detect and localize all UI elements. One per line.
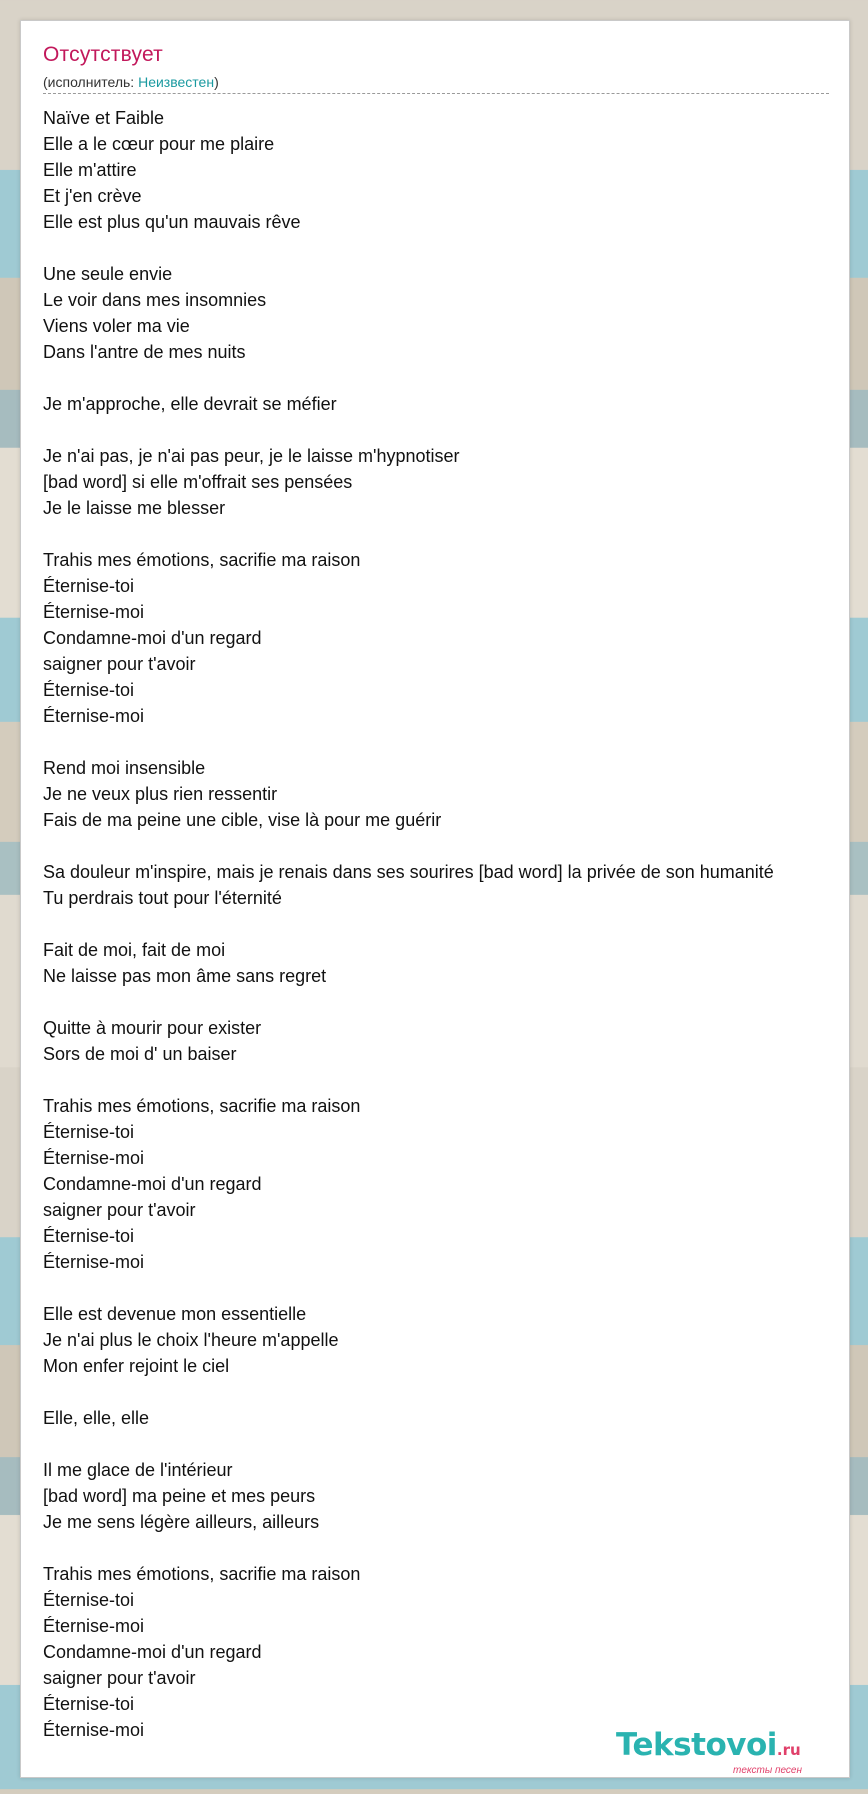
lyric-line: Fait de moi, fait de moi xyxy=(43,940,226,960)
lyric-line: saigner pour t'avoir xyxy=(43,654,196,674)
song-title: Отсутствует xyxy=(43,43,163,66)
artist-prefix: (исполнитель: xyxy=(43,74,139,90)
lyric-line: Et j'en crève xyxy=(43,186,142,206)
lyric-line: saigner pour t'avoir xyxy=(43,1668,196,1688)
stanza-gap xyxy=(43,729,868,755)
lyric-line: Éternise-moi xyxy=(43,1720,145,1740)
lyric-line: Elle est devenue mon essentielle xyxy=(43,1304,307,1324)
lyric-line: Sa douleur m'inspire, mais je renais dans ses sourires [bad word] la privée de son humanité xyxy=(43,862,774,882)
logo-tagline: тексты песен xyxy=(733,1765,802,1776)
lyric-line: Le voir dans mes insomnies xyxy=(43,290,267,310)
stanza-gap xyxy=(43,1275,868,1301)
lyric-line: Elle m'attire xyxy=(43,160,137,180)
lyric-line: Éternise-toi xyxy=(43,1590,135,1610)
artist-line xyxy=(43,74,219,90)
lyric-line: Éternise-moi xyxy=(43,1252,145,1272)
lyric-line: [bad word] si elle m'offrait ses pensées xyxy=(43,472,353,492)
artist-link[interactable]: Неизвестен xyxy=(138,74,215,90)
lyric-line: Trahis mes émotions, sacrifie ma raison xyxy=(43,550,361,570)
stanza-gap xyxy=(43,1535,868,1561)
lyric-line: Je n'ai plus le choix l'heure m'appelle xyxy=(43,1330,339,1350)
logo-tld: .ru xyxy=(776,1741,801,1759)
lyric-line: Condamne-moi d'un regard xyxy=(43,628,262,648)
stanza-gap xyxy=(43,365,868,391)
lyric-line: Naïve et Faible xyxy=(43,108,165,128)
stanza-gap xyxy=(43,1379,868,1405)
site-logo[interactable] xyxy=(616,1727,846,1775)
stanza-gap xyxy=(43,989,868,1015)
stanza-gap xyxy=(43,235,868,261)
lyric-line: Il me glace de l'intérieur xyxy=(43,1460,233,1480)
lyric-line: Ne laisse pas mon âme sans regret xyxy=(43,966,327,986)
lyric-line: Éternise-moi xyxy=(43,602,145,622)
lyric-line: Éternise-toi xyxy=(43,576,135,596)
lyric-line: Éternise-moi xyxy=(43,1148,145,1168)
lyric-line: [bad word] ma peine et mes peurs xyxy=(43,1486,316,1506)
stanza-gap xyxy=(43,417,868,443)
logo-brand: Tekstovoi xyxy=(616,1727,777,1763)
lyric-line: Sors de moi d' un baiser xyxy=(43,1044,237,1064)
lyric-line: Éternise-toi xyxy=(43,1694,135,1714)
lyric-line: Mon enfer rejoint le ciel xyxy=(43,1356,230,1376)
lyric-line: Elle est plus qu'un mauvais rêve xyxy=(43,212,301,232)
stanza-gap xyxy=(43,911,868,937)
lyric-line: Condamne-moi d'un regard xyxy=(43,1642,262,1662)
lyric-line: Elle, elle, elle xyxy=(43,1408,150,1428)
lyric-line: Condamne-moi d'un regard xyxy=(43,1174,262,1194)
stanza-gap xyxy=(43,1067,868,1093)
stanza-gap xyxy=(43,521,868,547)
lyric-line: Quitte à mourir pour exister xyxy=(43,1018,262,1038)
lyric-line: Éternise-toi xyxy=(43,1122,135,1142)
artist-suffix: ) xyxy=(214,74,219,90)
lyric-line: Dans l'antre de mes nuits xyxy=(43,342,246,362)
lyric-line: Trahis mes émotions, sacrifie ma raison xyxy=(43,1564,361,1584)
lyric-line: Je ne veux plus rien ressentir xyxy=(43,784,278,804)
lyric-line: Éternise-moi xyxy=(43,706,145,726)
lyric-line: Je me sens légère ailleurs, ailleurs xyxy=(43,1512,320,1532)
lyric-line: Éternise-toi xyxy=(43,680,135,700)
stanza-gap xyxy=(43,833,868,859)
stanza-gap xyxy=(43,1431,868,1457)
lyric-line: Éternise-moi xyxy=(43,1616,145,1636)
lyric-line: Fais de ma peine une cible, vise là pour me guérir xyxy=(43,810,442,830)
lyric-line: saigner pour t'avoir xyxy=(43,1200,196,1220)
lyric-line: Elle a le cœur pour me plaire xyxy=(43,134,275,154)
lyric-line: Je le laisse me blesser xyxy=(43,498,226,518)
lyric-line: Rend moi insensible xyxy=(43,758,206,778)
lyric-line: Éternise-toi xyxy=(43,1226,135,1246)
lyric-line: Une seule envie xyxy=(43,264,173,284)
lyric-line: Viens voler ma vie xyxy=(43,316,190,336)
lyric-line: Je n'ai pas, je n'ai pas peur, je le laisse m'hypnotiser xyxy=(43,446,460,466)
lyric-line: Trahis mes émotions, sacrifie ma raison xyxy=(43,1096,361,1116)
lyric-line: Tu perdrais tout pour l'éternité xyxy=(43,888,282,908)
title-divider xyxy=(43,93,829,94)
lyric-line: Je m'approche, elle devrait se méfier xyxy=(43,394,337,414)
lyrics-body xyxy=(43,105,868,1743)
lyrics-card xyxy=(20,20,850,1778)
